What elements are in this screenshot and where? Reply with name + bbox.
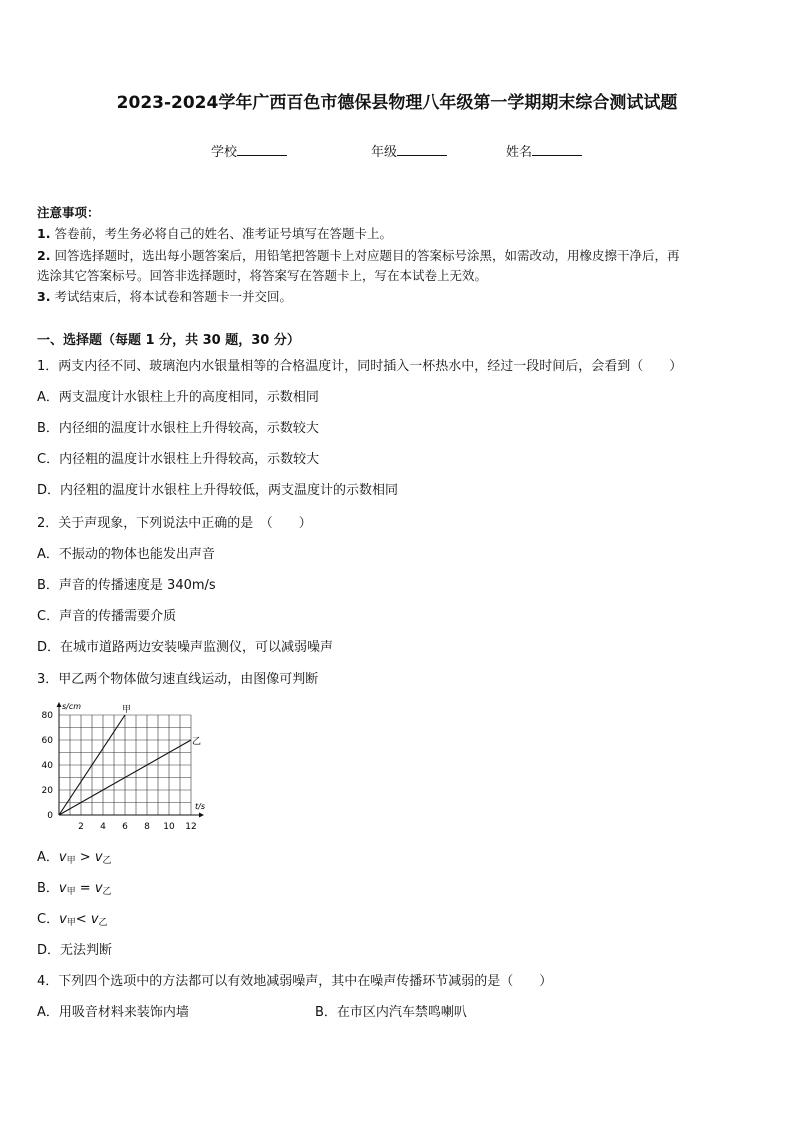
distance-time-chart	[37, 700, 217, 835]
grade-field: 年级	[371, 141, 447, 160]
question-2: 2．关于声现象，下列说法中正确的是 （ ）	[37, 516, 312, 531]
q1-option-a: A．两支温度计水银柱上升的高度相同，示数相同	[37, 390, 319, 405]
q3-option-b: B．$v_甲 = v_乙$	[37, 881, 112, 897]
y-tick-label: 40	[41, 761, 53, 771]
y-tick-label: 60	[41, 736, 53, 746]
name-field: 姓名	[506, 141, 582, 160]
x-tick-label: 12	[185, 822, 197, 832]
notice-item: 2. 回答选择题时，选出每小题答案后，用铅笔把答题卡上对应题目的答案标号涂黑，如需改动，用橡皮擦干净后，再	[37, 248, 680, 263]
notice-item: 选涂其它答案标号。回答非选择题时，将答案写在答题卡上，写在本试卷上无效。	[37, 268, 488, 283]
y-axis-arrow	[57, 702, 62, 707]
q1-option-c: C．内径粗的温度计水银柱上升得较高，示数较大	[37, 452, 320, 467]
q3-option-a: A．$v_甲 > v_乙$	[37, 850, 112, 866]
section-heading: 一、选择题（每题 1 分，共 30 题，30 分）	[37, 333, 300, 348]
school-field: 学校	[211, 141, 287, 160]
x-tick-label: 8	[144, 822, 150, 832]
q2-option-c: C．声音的传播需要介质	[37, 609, 177, 624]
y-tick-label: 80	[41, 711, 53, 721]
x-tick-label: 6	[122, 822, 128, 832]
q4-option-a: A．用吸音材料来装饰内墙	[37, 1005, 189, 1020]
q1-option-d: D．内径粗的温度计水银柱上升得较低，两支温度计的示数相同	[37, 483, 399, 498]
x-axis-arrow	[199, 813, 204, 818]
question-4: 4．下列四个选项中的方法都可以有效地减弱噪声，其中在噪声传播环节减弱的是（ ）	[37, 974, 553, 989]
series-label-1: 甲	[122, 705, 132, 715]
y-tick-label: 0	[47, 811, 53, 821]
notice-heading: 注意事项：	[37, 205, 100, 220]
question-3: 3．甲乙两个物体做匀速直线运动，由图像可判断	[37, 672, 319, 687]
q4-option-b: B．在市区内汽车禁鸣喇叭	[315, 1005, 467, 1020]
x-axis-label: t/s	[195, 802, 205, 811]
page-title: 2023-2024学年广西百色市德保县物理八年级第一学期期末综合测试试题	[116, 93, 678, 113]
series-label-2: 乙	[192, 737, 202, 747]
q3-option-d: D．无法判断	[37, 943, 113, 958]
notice-item: 3. 考试结束后，将本试卷和答题卡一并交回。	[37, 289, 292, 304]
q2-option-a: A．不振动的物体也能发出声音	[37, 547, 215, 562]
notice-item: 1. 答卷前，考生务必将自己的姓名、准考证号填写在答题卡上。	[37, 226, 392, 241]
q2-option-b: B．声音的传播速度是 340m/s	[37, 578, 216, 593]
q2-option-d: D．在城市道路两边安装噪声监测仪，可以减弱噪声	[37, 640, 334, 655]
q1-option-b: B．内径细的温度计水银柱上升得较高，示数较大	[37, 421, 319, 436]
q3-option-c: C．$v_甲< v_乙$	[37, 912, 108, 928]
x-tick-label: 2	[78, 822, 84, 832]
y-axis-label: s/cm	[62, 702, 82, 711]
x-tick-label: 4	[100, 822, 106, 832]
y-tick-label: 20	[41, 786, 53, 796]
x-tick-label: 10	[163, 822, 175, 832]
question-1: 1．两支内径不同、玻璃泡内水银量相等的合格温度计，同时插入一杯热水中，经过一段时间后，会看到（ ）	[37, 359, 683, 374]
